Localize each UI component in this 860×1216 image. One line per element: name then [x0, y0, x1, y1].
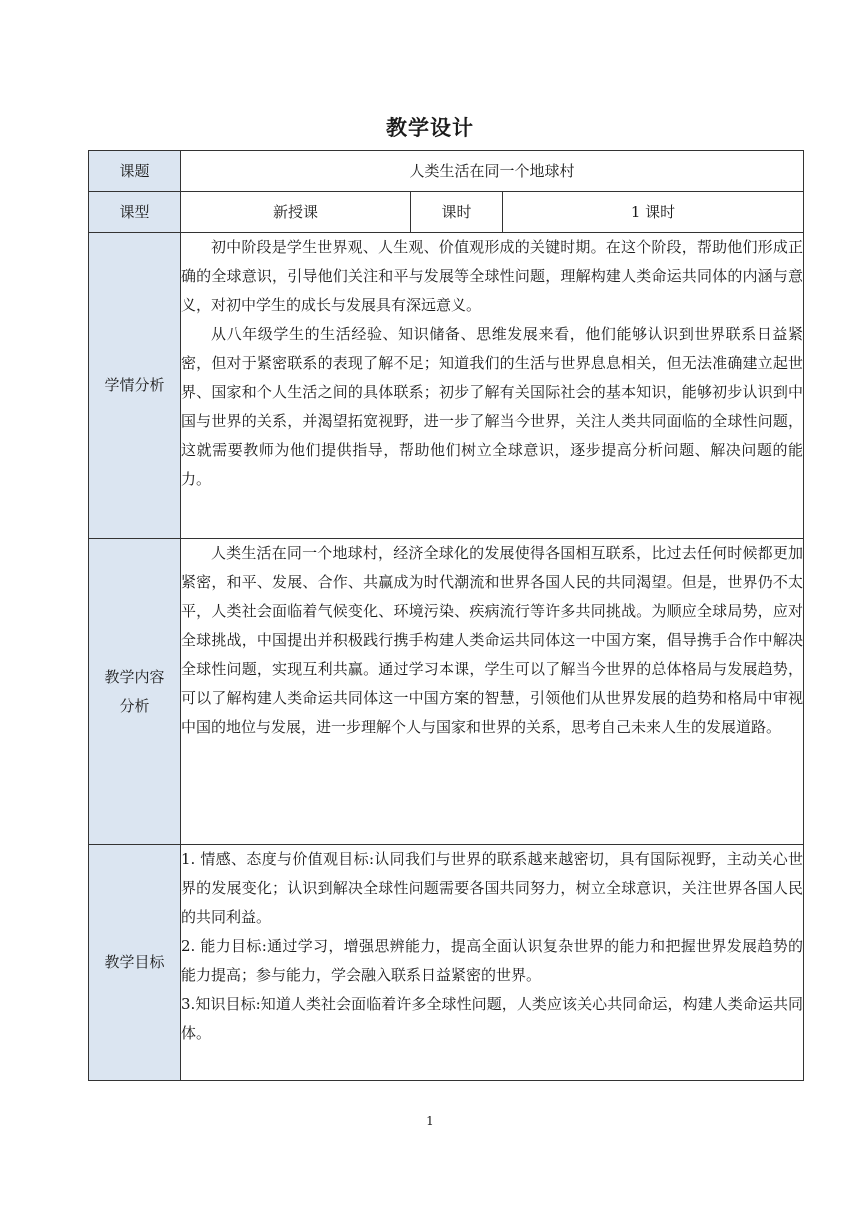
- type-label: 课型: [89, 192, 181, 233]
- student-analysis-row: [89, 233, 804, 539]
- content-analysis-label-line: 分析: [119, 696, 150, 715]
- content-analysis-row: [89, 539, 804, 845]
- student-analysis-paragraph: 初中阶段是学生世界观、人生观、价值观形成的关键时期。在这个阶段，帮助他们形成正确的全球意识，引导他们关注和平与发展等全球性问题，理解构建人类命运共同体的内涵与意义，对初中学生的成长与发展具有深远意义。: [181, 238, 804, 314]
- content-analysis-label: [89, 539, 181, 845]
- student-analysis-paragraph: 从八年级学生的生活经验、知识储备、思维发展来看，他们能够认识到世界联系日益紧密，但对于紧密联系的表现了解不足；知道我们的生活与世界息息相关，但无法准确建立起世界、国家和个人生活之间的具体联系；初步了解有关国际社会的基本知识，能够初步认识到中国与世界的关系，并渴望拓宽视野，进一步了解当今世界，关注人类共同面临的全球性问题，这就需要教师为他们提供指导，帮助他们树立全球意识，逐步提高分析问题、解决问题的能力。: [181, 325, 804, 488]
- student-analysis-label: 学情分析: [89, 233, 181, 539]
- objective-item: 1. 情感、态度与价值观目标:认同我们与世界的联系越来越密切，具有国际视野，主动关心世界的发展变化；认识到解决全球性问题需要各国共同努力，树立全球意识，关注世界各国人民的共同利益。: [181, 850, 804, 926]
- student-analysis-content: [181, 233, 804, 539]
- objectives-content: [181, 845, 804, 1081]
- lesson-plan-table: [88, 150, 804, 1081]
- content-analysis-content: [181, 539, 804, 845]
- objective-item: 2. 能力目标:通过学习，增强思辨能力，提高全面认识复杂世界的能力和把握世界发展趋势的能力提高；参与能力，学会融入联系日益紧密的世界。: [181, 937, 804, 984]
- type-value: 新授课: [181, 192, 411, 233]
- content-analysis-label-line: 教学内容: [104, 667, 165, 686]
- type-row: [89, 192, 804, 233]
- objectives-label: 教学目标: [89, 845, 181, 1081]
- topic-row: [89, 151, 804, 192]
- document-title: 教学设计: [386, 116, 474, 140]
- topic-label: 课题: [89, 151, 181, 192]
- objective-item: 3.知识目标:知道人类社会面临着许多全球性问题，人类应该关心共同命运，构建人类命运共同体。: [181, 995, 804, 1042]
- hours-label: 课时: [411, 192, 503, 233]
- page-number: 1: [426, 1114, 434, 1128]
- hours-value: 1 课时: [503, 192, 804, 233]
- topic-value: 人类生活在同一个地球村: [181, 151, 804, 192]
- objectives-row: [89, 845, 804, 1081]
- content-analysis-paragraph: 人类生活在同一个地球村，经济全球化的发展使得各国相互联系，比过去任何时候都更加紧密，和平、发展、合作、共赢成为时代潮流和世界各国人民的共同渴望。但是，世界仍不太平，人类社会面临着气候变化、环境污染、疾病流行等许多共同挑战。为顺应全球局势，应对全球挑战，中国提出并积极践行携手构建人类命运共同体这一中国方案，倡导携手合作中解决全球性问题，实现互利共赢。通过学习本课，学生可以了解当今世界的总体格局与发展趋势，可以了解构建人类命运共同体这一中国方案的智慧，引领他们从世界发展的趋势和格局中审视中国的地位与发展，进一步理解个人与国家和世界的关系，思考自己未来人生的发展道路。: [181, 544, 804, 736]
